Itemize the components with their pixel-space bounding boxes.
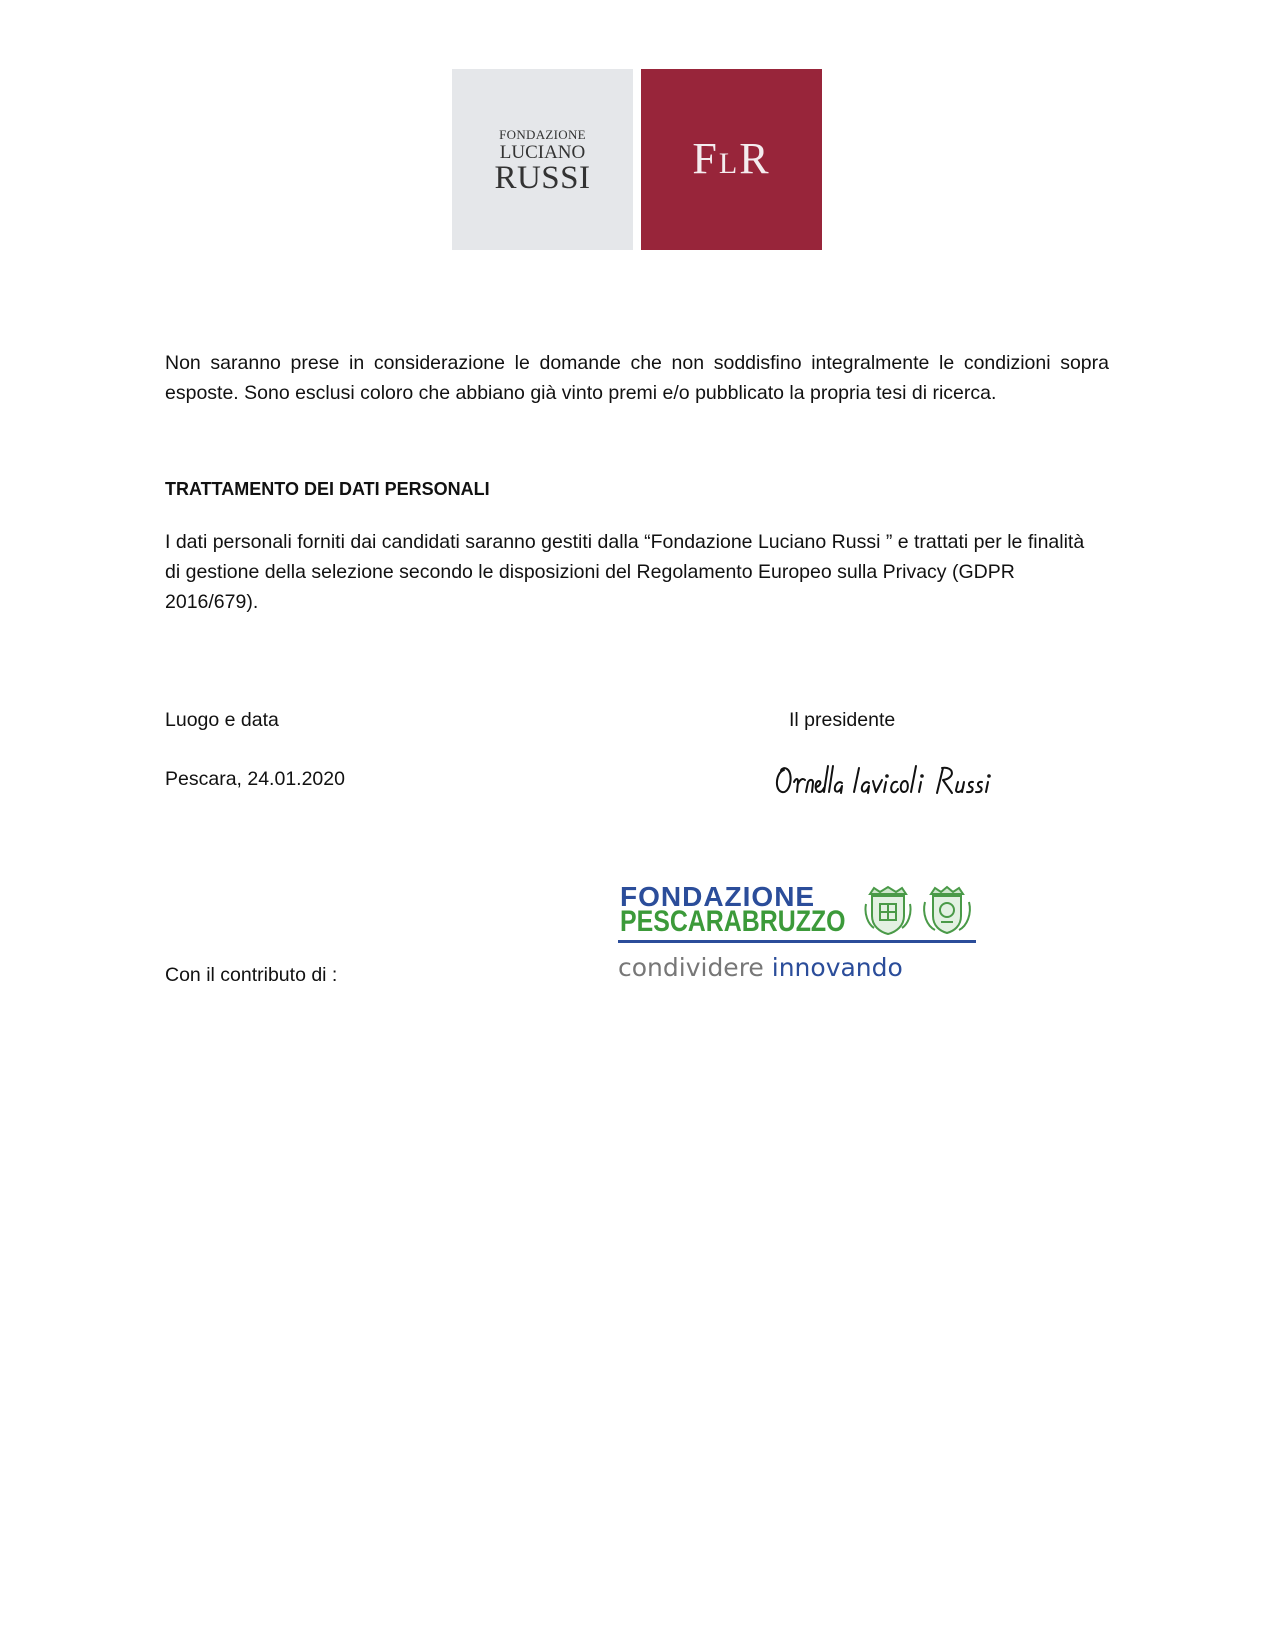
- monogram-l: L: [718, 147, 740, 180]
- privacy-paragraph-line-2: di gestione della selezione secondo le disposizioni del Regolamento Europeo sulla Privacy (GDPR 2016/679).: [165, 561, 1015, 613]
- monogram-r: R: [739, 134, 771, 183]
- privacy-paragraph: [165, 527, 1109, 617]
- logo-text-panel: [452, 69, 633, 250]
- logo-monogram: [641, 133, 822, 184]
- tagline-part-2: innovando: [771, 953, 903, 982]
- tagline-part-1: condividere: [618, 953, 764, 982]
- sponsor-logo-rule: [618, 940, 976, 943]
- logo-line-luciano: LUCIANO: [499, 142, 586, 163]
- president-signature: [772, 760, 1002, 800]
- logo-line-fondazione: FONDAZIONE: [499, 127, 586, 142]
- fondazione-luciano-russi-logo: [452, 69, 822, 250]
- section-heading: TRATTAMENTO DEI DATI PERSONALI: [165, 479, 490, 499]
- monogram-f: F: [692, 134, 719, 183]
- fondazione-pescarabruzzo-logo: [618, 882, 978, 984]
- president-label: Il presidente: [789, 709, 896, 731]
- eligibility-paragraph: Non saranno prese in considerazione le domande che non soddisfino integralmente le condizioni sopra esposte. Sono esclusi coloro che abbiano già vinto premi e/o pubblicato la propria tesi di ricerca.: [165, 352, 1109, 404]
- sponsor-logo-line-2: PESCARABRUZZO: [620, 905, 846, 938]
- sponsor-logo-tagline: [618, 953, 903, 982]
- contribution-label: Con il contributo di :: [165, 964, 338, 986]
- place-date-value: Pescara, 24.01.2020: [165, 768, 345, 790]
- province-crest-icon: [921, 884, 973, 936]
- place-date-label: Luogo e data: [165, 709, 279, 731]
- logo-monogram-panel: [641, 69, 822, 250]
- logo-line-russi: RUSSI: [494, 160, 591, 196]
- privacy-paragraph-line-1: I dati personali forniti dai candidati saranno gestiti dalla “Fondazione Luciano Russi ” e trattati per le finalità: [165, 531, 1085, 553]
- city-crest-icon: [862, 884, 914, 936]
- sponsor-logo-line-1: FONDAZIONE: [620, 881, 816, 912]
